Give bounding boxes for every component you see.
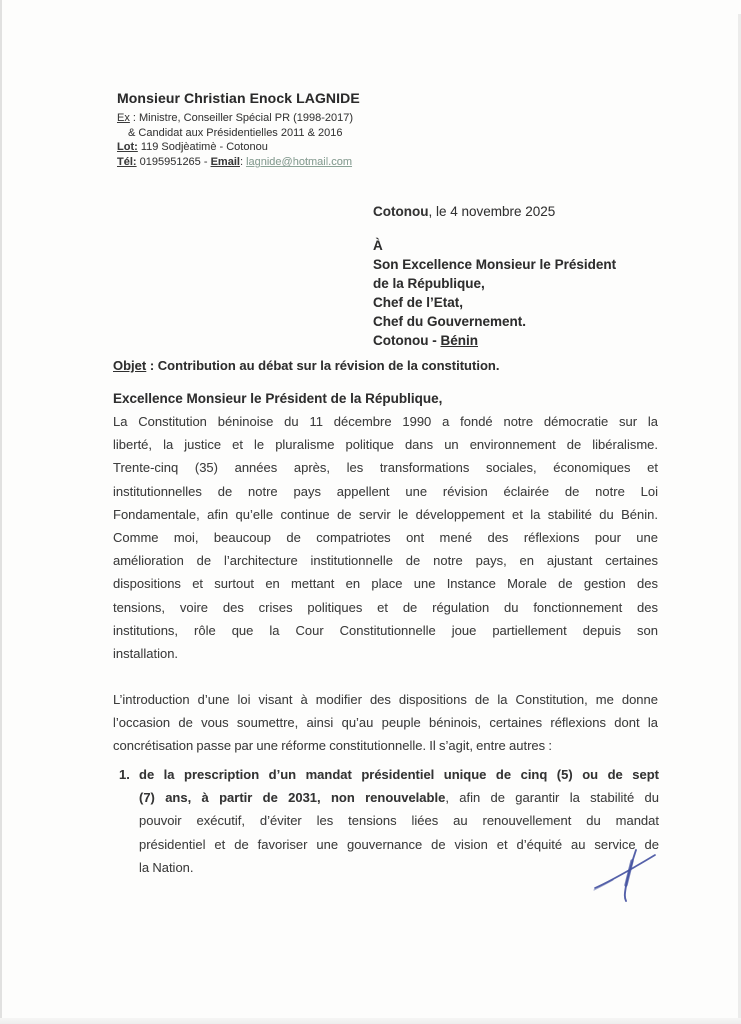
sender-name: Monsieur Christian Enock LAGNIDE bbox=[117, 90, 360, 106]
sender-lot-line bbox=[117, 140, 360, 155]
tel-text: 0195951265 - bbox=[136, 156, 211, 169]
ex-label: Ex bbox=[117, 112, 130, 124]
paragraph-2: L’introduction d’une loi visant à modifier des dispositions de la Constitution, me donne l’occasion de vous soumettre, ainsi qu’au peuple béninois, certaines réflexions dont la concrétisation passe par une réforme constitutionnelle. Il s’agit, entre autres : bbox=[113, 692, 658, 754]
recipient-country: Bénin bbox=[440, 333, 478, 348]
list-item-text: de la prescription d’un mandat présidentiel unique de cinq (5) ou de sept (7) ans, à partir de 2031, non renouvelable, afin de garantir la stabilité du pouvoir exécutif, d’éviter les tensions liées au renouvellement du mandat présidentiel et de favoriser une gouvernance de vision et d’équité au service de la Nation. bbox=[139, 767, 659, 875]
subject-label: Objet bbox=[113, 358, 147, 373]
subject-text: Contribution au débat sur la révision de la constitution. bbox=[157, 358, 500, 373]
subject-separator: : bbox=[146, 358, 158, 373]
date-line bbox=[373, 204, 555, 219]
lot-text: 119 Sodjèatimè - Cotonou bbox=[137, 141, 268, 154]
lot-label: Lot: bbox=[117, 141, 138, 154]
recipient-city-line bbox=[373, 331, 616, 350]
signature-ink-paraph bbox=[591, 845, 661, 905]
recipient-to: À bbox=[373, 238, 383, 253]
email-label: Email bbox=[210, 156, 240, 169]
recipient-line: de la République, bbox=[373, 276, 485, 291]
paragraph-1: La Constitution béninoise du 11 décembre 1990 a fondé notre démocratie sur la liberté, la justice et le pluralisme politique dans un environnement de libéralisme. Trente-cinq (35) années après, les transformations sociales, économiques et institutionnelles de notre pays appellent une révision éclairée de notre Loi Fondamentale, afin qu’elle continue de servir le développement et la stabilité du Bénin. Comme moi, beaucoup de compatriotes ont mené des réflexions pour une amélioration de l’architecture institutionnelle de notre pays, en ajustant certaines dispositions et surtout en mettant en place une Instance Morale de gestion des tensions, voire des crises politiques et de régulation du fonctionnement des institutions, rôle que la Cour Constitutionnelle joue partiellement depuis son installation. bbox=[113, 414, 658, 662]
recipient-block bbox=[373, 236, 616, 350]
list-item-number: 1. bbox=[119, 767, 130, 782]
paper-left-edge bbox=[0, 0, 2, 1024]
email-separator: : bbox=[239, 156, 247, 169]
date-rest: , le 4 novembre 2025 bbox=[428, 204, 556, 219]
date-city: Cotonou bbox=[373, 204, 429, 219]
ex-text: : Ministre, Conseiller Spécial PR (1998-2017) bbox=[129, 112, 353, 124]
recipient-line: Chef de l’Etat, bbox=[373, 295, 464, 310]
subject-line bbox=[113, 358, 499, 373]
sender-ex-line bbox=[117, 111, 360, 126]
recipient-line: Chef du Gouvernement. bbox=[373, 314, 527, 329]
sender-contact-line bbox=[117, 155, 360, 170]
tel-label: Tél: bbox=[117, 156, 137, 169]
sender-details bbox=[117, 111, 360, 170]
recipient-city-prefix: Cotonou - bbox=[373, 333, 441, 348]
recipient-line: Son Excellence Monsieur le Président bbox=[373, 257, 617, 272]
paper-bottom-edge bbox=[0, 1018, 741, 1024]
salutation: Excellence Monsieur le Président de la République, bbox=[113, 391, 443, 406]
sender-candidate-line: & Candidat aux Présidentielles 2011 & 2016 bbox=[128, 126, 343, 139]
email-link[interactable]: lagnide@hotmail.com bbox=[246, 156, 353, 169]
sender-block bbox=[117, 90, 360, 170]
